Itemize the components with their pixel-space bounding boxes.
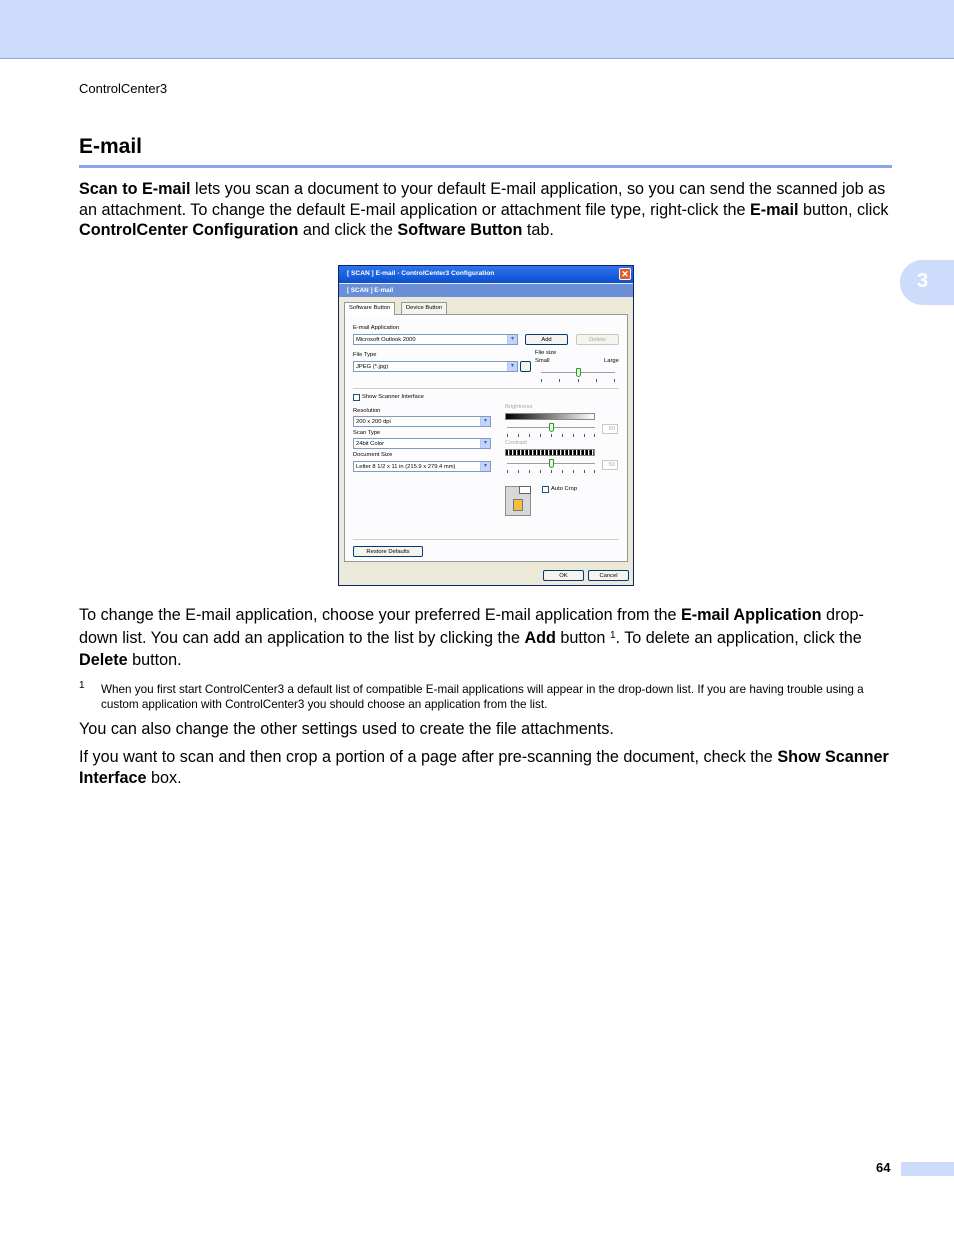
resolution-select[interactable] (353, 416, 491, 427)
intro-text-1: lets you scan a document to your default E-mail application, so you can send the scanned job as an attachment. To change the default E-mail application or attachment file type, right-click the (79, 180, 886, 219)
document-icon (519, 486, 531, 494)
application-paragraph (79, 604, 894, 672)
intro-text-4: tab. (522, 221, 554, 239)
file-type-value: JPEG (*.jpg) (356, 364, 389, 370)
heading-rule (79, 165, 892, 168)
auto-crop-image-icon (505, 486, 531, 516)
intro-bold-1: Scan to E-mail (79, 180, 191, 198)
crop-text-1: If you want to scan and then crop a portion of a page after pre-scanning the document, check the (79, 748, 778, 766)
dialog-title: [ SCAN ] E-mail - ControlCenter3 Configuration (347, 270, 495, 277)
crop-text-2: box. (146, 768, 182, 787)
page-number: 64 (876, 1160, 891, 1175)
auto-crop-checkbox[interactable] (542, 486, 549, 493)
dialog-subheader: [ SCAN ] E-mail (339, 284, 633, 297)
chevron-down-icon: ▾ (480, 462, 490, 471)
doc-size-label: Document Size (353, 452, 393, 458)
contrast-value[interactable]: 50 (602, 460, 618, 470)
scan-type-value: 24bit Color (356, 441, 385, 447)
file-size-small-label: Small (535, 358, 550, 364)
file-size-ticks (541, 379, 615, 382)
doc-size-value: Letter 8 1/2 x 11 in (215.9 x 279.4 mm) (356, 464, 456, 470)
app-text-4: . To delete an application, click the (615, 628, 862, 647)
cancel-button[interactable]: Cancel (588, 570, 629, 581)
auto-crop-label: Auto Crop (551, 486, 578, 492)
app-text-2: drop-down list. You can add an application to the list by clicking the (79, 606, 864, 647)
intro-bold-4: Software Button (397, 221, 523, 239)
file-size-large-label: Large (604, 358, 619, 364)
intro-paragraph (79, 179, 894, 241)
app-bold-3: Delete (79, 651, 128, 669)
crop-bold-1: Show Scanner Interface (79, 748, 889, 787)
chevron-down-icon: ▾ (480, 417, 490, 426)
contrast-pattern (505, 449, 595, 456)
crop-paragraph (79, 747, 894, 788)
app-bold-2: Add (524, 628, 556, 647)
app-bold-1: E-mail Application (680, 606, 822, 624)
doc-size-select[interactable] (353, 461, 491, 472)
scan-type-label: Scan Type (353, 430, 381, 436)
show-scanner-checkbox[interactable] (353, 394, 360, 401)
file-type-options-button[interactable] (520, 361, 531, 372)
software-button-panel (344, 314, 628, 562)
brightness-label: Brightness (505, 404, 533, 410)
file-size-slider[interactable] (576, 368, 581, 377)
intro-bold-2: E-mail (749, 200, 799, 219)
brightness-value[interactable]: 50 (602, 424, 618, 434)
intro-text-3: and click the (298, 221, 398, 239)
config-dialog-screenshot (338, 265, 634, 586)
brightness-ticks (507, 434, 595, 437)
dialog-titlebar (339, 266, 633, 283)
chevron-down-icon: ▾ (507, 362, 517, 371)
footnote-reference: 1 (609, 629, 616, 641)
chevron-down-icon: ▾ (480, 439, 490, 448)
email-app-value: Microsoft Outlook 2000 (356, 337, 416, 343)
app-text-5: button. (127, 651, 182, 669)
photo-icon (513, 499, 523, 511)
show-scanner-label: Show Scanner Interface (362, 394, 424, 400)
footnote-text: When you first start ControlCenter3 a default list of compatible E-mail applications will appear in the drop-down list. If you are having trouble using a custom application with ControlCenter3 you should choose an application from the list. (101, 683, 864, 711)
brightness-slider[interactable] (549, 423, 554, 432)
divider (353, 539, 619, 540)
section-title: E-mail (79, 135, 143, 158)
intro-text-2: button, click (798, 200, 889, 219)
scan-type-select[interactable] (353, 438, 491, 449)
app-text-3: button (555, 628, 610, 647)
file-type-label: File Type (353, 352, 377, 358)
resolution-label: Resolution (353, 408, 381, 414)
contrast-label: Contrast (505, 440, 527, 446)
add-button[interactable]: Add (525, 334, 568, 345)
email-app-select[interactable] (353, 334, 518, 345)
file-type-select[interactable] (353, 361, 518, 372)
file-size-label: File size (535, 350, 557, 356)
ok-button[interactable]: OK (543, 570, 584, 581)
brightness-gradient (505, 413, 595, 420)
app-text-1: To change the E-mail application, choose your preferred E-mail application from the (79, 606, 681, 624)
settings-paragraph: You can also change the other settings used to create the file attachments. (79, 720, 614, 738)
contrast-slider[interactable] (549, 459, 554, 468)
footnote-number: 1 (79, 680, 85, 691)
tab-software-button[interactable]: Software Button (344, 302, 395, 315)
intro-bold-3: ControlCenter Configuration (79, 221, 299, 239)
running-header: ControlCenter3 (79, 81, 168, 96)
top-band (0, 0, 954, 59)
tab-device-button[interactable]: Device Button (401, 302, 447, 314)
restore-defaults-button[interactable]: Restore Defaults (353, 546, 423, 557)
chapter-number: 3 (917, 270, 929, 292)
delete-button[interactable]: Delete (576, 334, 619, 345)
resolution-value: 200 x 200 dpi (356, 419, 391, 425)
chevron-down-icon: ▾ (507, 335, 517, 344)
contrast-ticks (507, 470, 595, 473)
divider (353, 388, 619, 389)
page-number-bar (901, 1162, 954, 1176)
chapter-tab (900, 260, 954, 305)
email-app-label: E-mail Application (353, 325, 400, 331)
close-icon[interactable]: ✕ (619, 268, 631, 280)
